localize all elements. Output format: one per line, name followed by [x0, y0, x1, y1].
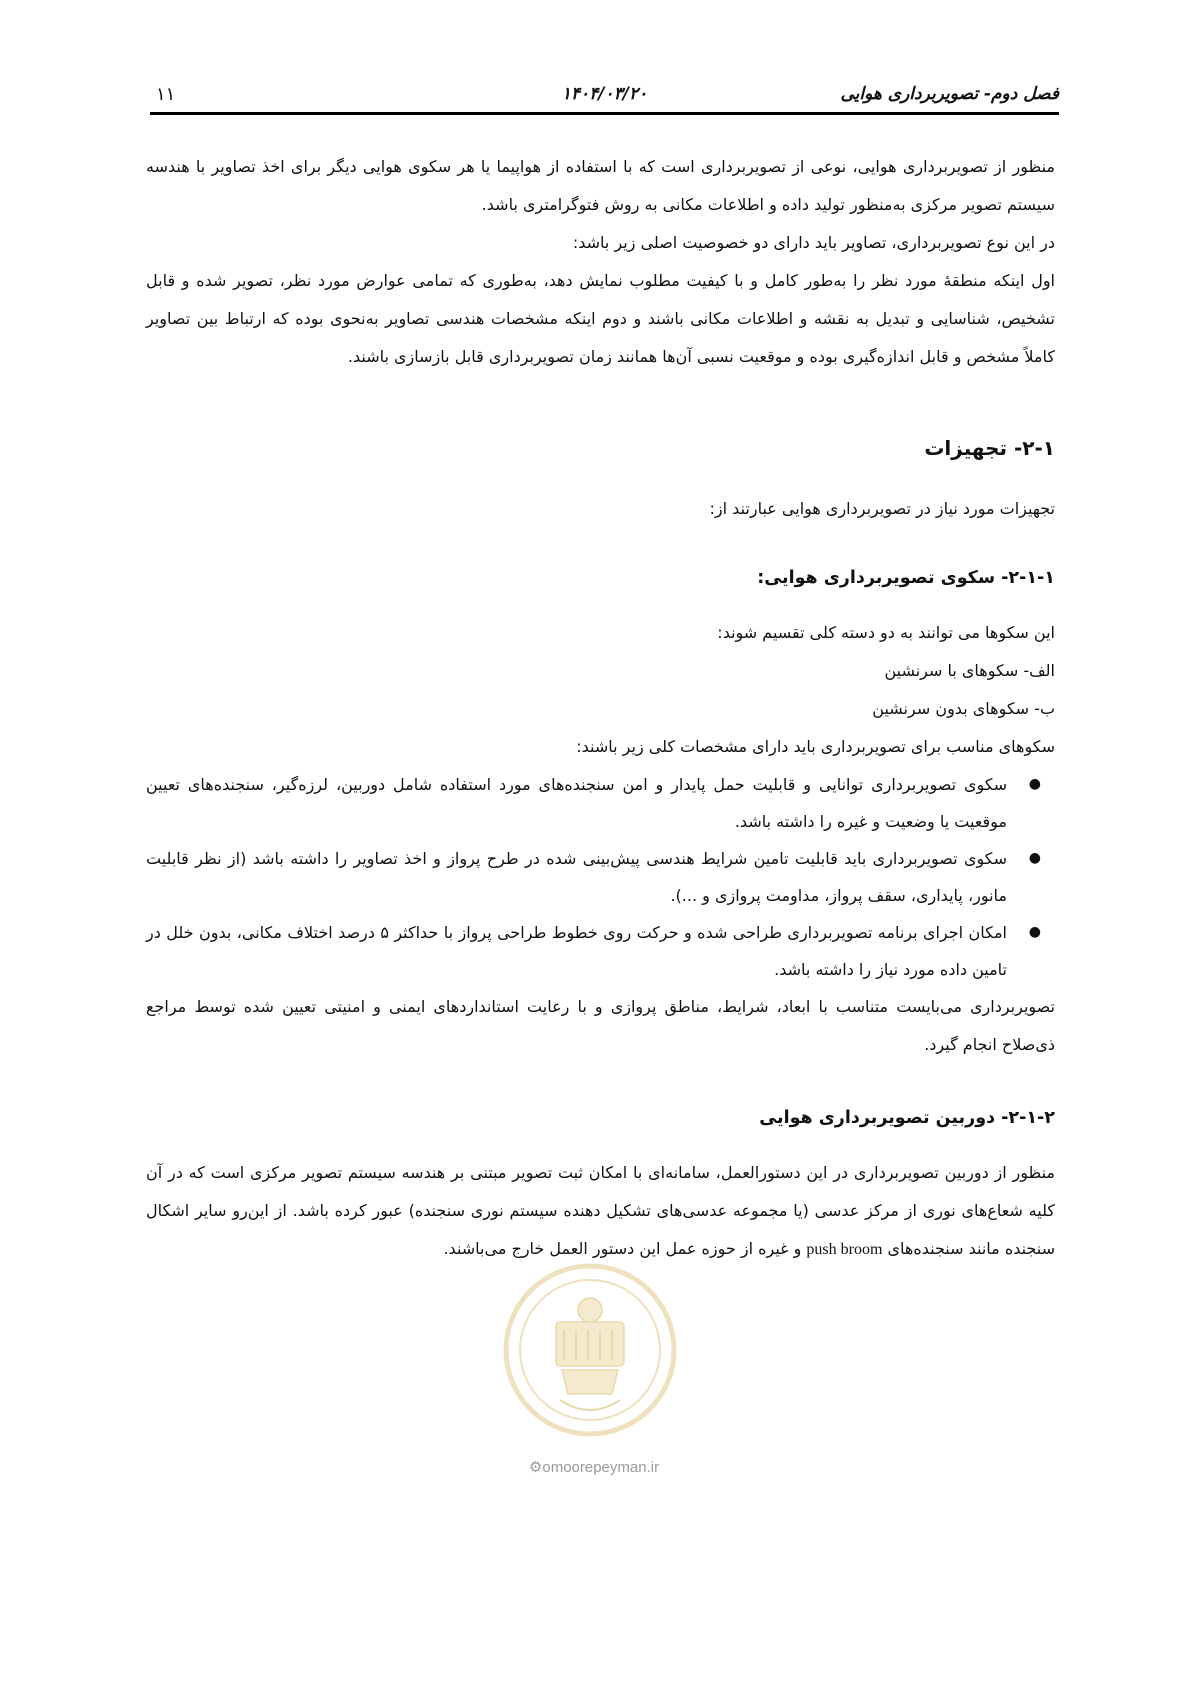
section-heading-2-1-2: ۲-۱-۲- دوربین تصویربرداری هوایی — [759, 1108, 1055, 1128]
watermark-url-text: omoorepeyman.ir — [542, 1459, 660, 1476]
watermark-url: ⚙omoorepeyman.ir — [528, 1459, 660, 1476]
intro-paragraph-2: در این نوع تصویربرداری، تصاویر باید دارای دو خصوصیت اصلی زیر باشد: — [572, 233, 1055, 252]
camera-paragraph — [146, 1154, 1055, 1269]
list-item-text: سکوی تصویربرداری باید قابلیت تامین شرایط هندسی پیش‌بینی شده در طرح پرواز و اخذ تصاویر را داشته باشد (از نظر قابلیت مانور، پایداری، سقف پرواز، مداومت پروازی و ...). — [146, 849, 1007, 905]
watermark-seal-icon — [500, 1260, 680, 1440]
bullet-icon: ● — [1028, 924, 1041, 940]
list-item — [146, 914, 1055, 988]
section-heading-2-1-1: ۲-۱-۱- سکوی تصویربرداری هوایی: — [757, 568, 1055, 588]
platforms-unmanned: ب- سکوهای بدون سرنشین — [872, 699, 1055, 718]
list-item-text: سکوی تصویربرداری توانایی و قابلیت حمل پایدار و امن سنجنده‌های مورد استفاده شامل دوربین، لرزه‌گیر، سنجنده‌های تعیین موقعیت یا وضعیت و غیره را داشته باشد. — [146, 775, 1007, 831]
intro-paragraph-3: اول اینکه منطقهٔ مورد نظر را به‌طور کامل و با کیفیت مطلوب نمایش دهد، به‌طوری که تمامی عوارض مورد نظر، تصویر شده و قابل تشخیص، شناسایی و تبدیل به نقشه و اطلاعات مکانی باشند و دوم اینکه مشخصات هندسی تصاویر به‌نحوی بوده که ارتباط بین تصاویر کاملاً مشخص و قابل اندازه‌گیری بوده و موقعیت نسبی آن‌ها همانند زمان تصویربرداری قابل بازسازی باشند. — [146, 271, 1055, 366]
list-item — [146, 840, 1055, 914]
camera-paragraph-part-2: و غیره از حوزه عمل این دستور العمل خارج می‌باشند. — [443, 1239, 802, 1258]
bullet-icon: ● — [1028, 850, 1041, 866]
list-item — [146, 766, 1055, 840]
bullet-icon: ● — [1028, 776, 1041, 792]
page-number: ۱۱ — [156, 84, 176, 105]
platforms-manned: الف- سکوهای با سرنشین — [884, 661, 1055, 680]
page-header — [150, 80, 1059, 120]
header-rule — [150, 112, 1059, 115]
requirements-list — [146, 766, 1055, 988]
camera-paragraph-part-1: منظور از دوربین تصویربرداری در این دستورالعمل، سامانه‌ای با امکان ثبت تصویر مبتنی بر هندسه سیستم تصویر مرکزی است که در آن کلیه شعاع‌های نوری از مرکز عدسی (یا مجموعه عدسی‌های تشکیل دهنده سیستم نوری سنجنده) عبور کرده باشد. از این‌رو سایر اشکال سنجنده مانند سنجنده‌های — [146, 1163, 1055, 1258]
section-heading-2-1: ۲-۱- تجهیزات — [924, 436, 1055, 460]
platforms-intro: این سکوها می توانند به دو دسته کلی تقسیم شوند: — [717, 623, 1055, 642]
push-broom-term: push broom — [806, 1241, 883, 1258]
list-item-text: امکان اجرای برنامه تصویربرداری طراحی شده و حرکت روی خطوط طراحی پرواز با حداکثر ۵ درصد اختلاف مکانی، بدون خلل در تامین داده مورد نیاز را داشته باشد. — [146, 923, 1007, 979]
chapter-title: فصل دوم- تصویربرداری هوایی — [840, 84, 1059, 104]
header-date: ۱۴۰۴/۰۳/۲۰ — [561, 84, 648, 104]
intro-paragraph-1: منظور از تصویربرداری هوایی، نوعی از تصویربرداری است که با استفاده از هواپیما یا هر سکوی هوایی دیگر برای اخذ تصاویر با هندسه سیستم تصویر مرکزی به‌منظور تولید داده و اطلاعات مکانی به روش فتوگرامتری باشد. — [146, 157, 1055, 214]
section-2-1-intro: تجهیزات مورد نیاز در تصویربرداری هوایی عبارتند از: — [709, 499, 1055, 518]
page-content — [146, 148, 1055, 1269]
platforms-requirements-intro: سکوهای مناسب برای تصویربرداری باید دارای مشخصات کلی زیر باشند: — [576, 737, 1055, 756]
platforms-closing-paragraph: تصویربرداری می‌بایست متناسب با ابعاد، شرایط، مناطق پروازی و با رعایت استانداردهای ایمنی و امنیتی تعیین شده توسط مراجع ذی‌صلاح انجام گیرد. — [146, 997, 1055, 1054]
